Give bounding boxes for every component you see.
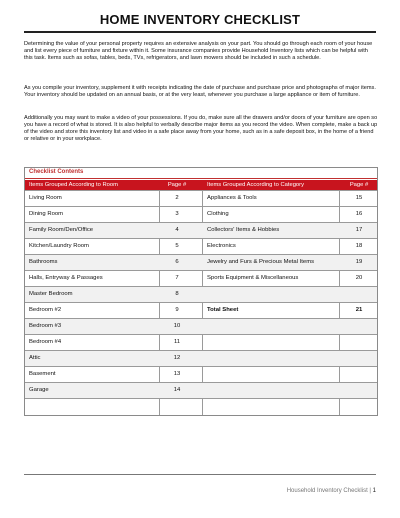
category-page-cell: 15 bbox=[355, 195, 363, 201]
table-row bbox=[25, 398, 377, 415]
room-page-cell: 13 bbox=[173, 371, 181, 377]
category-cell: Appliances & Tools bbox=[207, 195, 257, 201]
room-cell: Living Room bbox=[29, 195, 62, 201]
room-page-cell: 14 bbox=[173, 387, 181, 393]
table-row bbox=[25, 206, 377, 222]
intro-paragraph: Determining the value of your personal property requires an extensive analysis on your part. You should go through each room of your house and list every piece of furniture and fixture within it. Some insurance companies provide Household Inventory lists which can be helpful with this task. Items such as sofas, tables, beds, TVs, refrigerators, and lawn mowers should be included in such a schedule. bbox=[24, 41, 373, 62]
room-cell: Kitchen/Laundry Room bbox=[29, 243, 89, 249]
room-page-cell: 3 bbox=[175, 211, 179, 217]
room-page-cell: 2 bbox=[175, 195, 179, 201]
footer-label: Household Inventory Checklist bbox=[286, 488, 368, 494]
header-room-page: Page # bbox=[167, 181, 187, 188]
receipts-paragraph: As you compile your inventory, supplement it with receipts indicating the date of purchase and purchase price and photographs of major items. Your inventory should be updated on an annual basis, or at the very least, whenever you purchase a large appliance or item of furniture. bbox=[24, 85, 376, 99]
table-row bbox=[25, 270, 377, 286]
room-page-cell: 10 bbox=[173, 323, 181, 329]
table-row bbox=[25, 334, 377, 350]
table-caption-bar bbox=[25, 168, 377, 179]
room-cell: Bedroom #2 bbox=[29, 307, 62, 313]
table-row bbox=[25, 366, 377, 382]
table-row bbox=[25, 238, 377, 254]
table-caption: Checklist Contents bbox=[29, 169, 84, 175]
page-title: HOME INVENTORY CHECKLIST bbox=[99, 12, 301, 27]
category-cell: Collectors' Items & Hobbies bbox=[207, 227, 280, 233]
room-cell: Bathrooms bbox=[29, 259, 58, 265]
footer-separator: | bbox=[369, 488, 371, 494]
room-cell: Bedroom #3 bbox=[29, 323, 62, 329]
room-cell: Master Bedroom bbox=[29, 291, 73, 297]
footer-divider bbox=[24, 474, 376, 475]
category-page-cell: 18 bbox=[355, 243, 363, 249]
table-row bbox=[25, 382, 377, 398]
room-page-cell: 4 bbox=[175, 227, 179, 233]
table-row bbox=[25, 318, 377, 334]
room-page-cell: 8 bbox=[175, 291, 179, 297]
category-page-cell: 16 bbox=[355, 211, 363, 217]
room-page-cell: 6 bbox=[175, 259, 179, 265]
table-row bbox=[25, 222, 377, 238]
total-sheet-cell: Total Sheet bbox=[207, 307, 239, 313]
category-page-cell: 17 bbox=[355, 227, 363, 233]
room-page-cell: 12 bbox=[173, 355, 181, 361]
video-paragraph: Additionally you may want to make a video of your possessions. If you do, make sure all the drawers and/or doors of your furniture are open so you have a record of what is stored. It is also helpful to verbally describe major items as you record the video. When complete, make a back up of the video and store this inventory list and video in a safe place away from your home, such as in a safe deposit box, in the home of a friend or relative or in your workplace. bbox=[24, 115, 378, 143]
room-page-cell: 7 bbox=[175, 275, 179, 281]
checklist-table bbox=[24, 167, 378, 416]
room-cell: Dining Room bbox=[29, 211, 64, 217]
total-sheet-page-cell: 21 bbox=[355, 307, 363, 313]
room-cell: Bedroom #4 bbox=[29, 339, 62, 345]
room-cell: Garage bbox=[29, 387, 49, 393]
room-cell: Family Room/Den/Office bbox=[29, 227, 94, 233]
table-row bbox=[25, 190, 377, 206]
room-page-cell: 11 bbox=[173, 339, 181, 345]
header-category-page: Page # bbox=[349, 181, 369, 188]
category-cell: Sports Equipment & Miscellaneous bbox=[207, 275, 299, 281]
table-row bbox=[25, 254, 377, 270]
header-category: Items Grouped According to Category bbox=[207, 181, 304, 188]
category-cell: Electronics bbox=[207, 243, 236, 249]
room-page-cell: 5 bbox=[175, 243, 179, 249]
table-row bbox=[25, 302, 377, 318]
category-cell: Jewelry and Furs & Precious Metal Items bbox=[207, 259, 315, 265]
category-page-cell: 20 bbox=[355, 275, 363, 281]
footer-page-number: 1 bbox=[372, 488, 376, 494]
table-header-row bbox=[25, 180, 377, 190]
table-row bbox=[25, 350, 377, 366]
room-cell: Halls, Entryway & Passages bbox=[29, 275, 103, 281]
table-row bbox=[25, 286, 377, 302]
header-room: Items Grouped According to Room bbox=[29, 181, 118, 188]
category-page-cell: 19 bbox=[355, 259, 363, 265]
page-footer bbox=[287, 488, 376, 494]
title-underline bbox=[24, 31, 376, 33]
category-cell: Clothing bbox=[207, 211, 229, 217]
room-cell: Attic bbox=[29, 355, 41, 361]
room-page-cell: 9 bbox=[175, 307, 179, 313]
room-cell: Basement bbox=[29, 371, 56, 377]
